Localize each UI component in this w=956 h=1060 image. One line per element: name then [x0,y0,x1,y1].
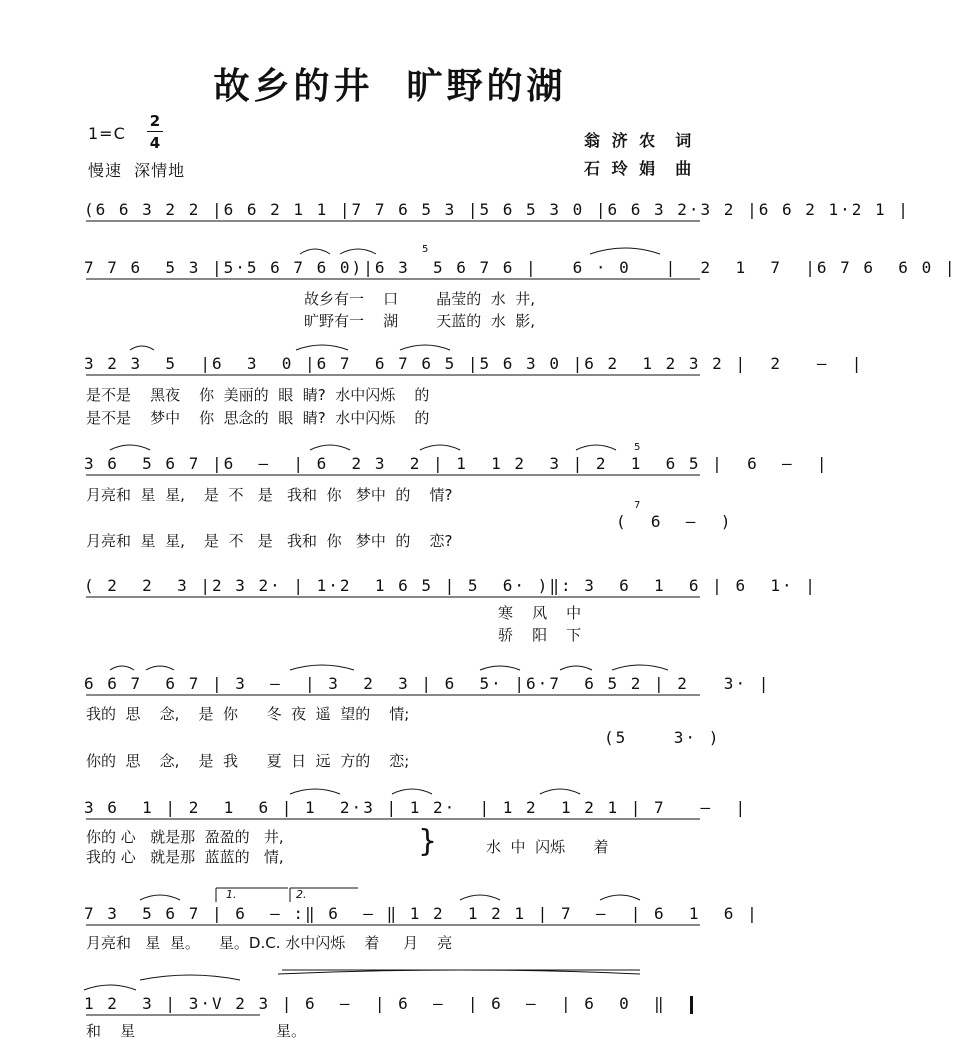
score-line-5: ( 2 2 3 |2 3 2· | 1·2 1 6 5 | 5 6· )‖: 3 6 1 6 | 6 1· | [84,576,817,595]
alt-ending-mark-2: (5 3· ) [604,728,721,747]
lyric-line-5a: 我的 思 念, 是 你 冬 夜 遥 望的 情; [86,705,410,723]
slur-5 [296,345,348,350]
lyric-line-5b: 你的 思 念, 是 我 夏 日 远 方的 恋; [86,752,410,770]
score-line-2: 7 7 6 5 3 |5·5 6 7 6 0)|6 3 5 6 7 6 | 6 · 0 | 2 1 7 |6 7 6 6 0 | [84,258,956,277]
lyric-line-2b: 是不是 梦中 你 思念的 眼 睛? 水中闪烁 的 [86,409,430,427]
slur-22 [600,895,640,900]
slur-16 [612,665,668,670]
slur-19 [540,789,580,794]
slur-10 [576,445,616,450]
lyric-line-4a: 寒 风 中 [498,604,582,622]
lyric-line-1a: 故乡有一 口 晶莹的 水 井, [304,290,536,308]
volta-1-label: 1. [226,888,237,901]
tie-long [278,970,640,974]
key-signature: 1=C [88,124,126,143]
final-barline-thick [690,996,693,1014]
slur-17 [290,789,340,794]
lyric-line-4b: 骄 阳 下 [498,626,582,644]
lyric-line-1b: 旷野有一 湖 天蓝的 水 影, [304,312,536,330]
grace-note-2: 5 [634,442,641,453]
tempo-marking: 慢速 深情地 [88,161,186,180]
score-line-9: 1 2 3 | 3·V 2 3 | 6 – | 6 – | 6 – | 6 0 ‖ [84,994,666,1013]
slur-13 [290,665,354,670]
slur-7 [110,445,150,450]
grace-note-1: 5 [422,244,429,255]
slur-1 [300,249,330,254]
lyric-line-6b: 我的 心 就是那 蓝蓝的 情, [86,848,284,866]
volta-2-label: 2. [296,888,307,901]
score-line-6: 6 6 7 6 7 | 3 – | 3 2 3 | 6 5· |6·7 6 5 2 | 2 3· | [84,674,771,693]
slur-8 [310,445,350,450]
lyricist-credit: 翁 济 农 词 [584,131,695,150]
slur-9 [420,445,460,450]
slur-12 [146,666,174,670]
slur-15 [560,666,592,670]
slur-18 [392,789,432,794]
score-line-7: 3 6 1 | 2 1 6 | 1 2·3 | 1 2· | 1 2 1 2 1 | 7 – | [84,798,748,817]
alt-ending-mark-1: ( 6 – ) [616,512,733,531]
composer-credit: 石 玲 娟 曲 [584,159,695,178]
slur-23 [84,985,136,990]
slur-20 [140,895,180,900]
score-line-8: 7 3 5 6 7 | 6 – :‖ 6 – ‖ 1 2 1 2 1 | 7 – | 6 1 6 | [84,904,759,923]
slur-6 [400,345,450,350]
slur-14 [480,666,520,670]
time-signature-top: 2 [149,112,161,130]
score-line-1: (6 6 3 2 2 |6 6 2 1 1 |7 7 6 5 3 |5 6 5 3 0 |6 6 3 2·3 2 |6 6 2 1·2 1 | [84,200,910,219]
song-title: 故乡的井 旷野的湖 [213,65,567,107]
lyric-line-8a: 和 星 [86,1022,136,1040]
slur-4 [130,346,154,350]
lyric-line-8b: 星。 [276,1022,307,1040]
slur-11 [110,666,134,670]
lyric-line-3a: 月亮和 星 星, 是 不 是 我和 你 梦中 的 情? [86,486,453,504]
slur-21 [460,895,500,900]
lyric-line-2a: 是不是 黑夜 你 美丽的 眼 睛? 水中闪烁 的 [86,386,430,404]
slur-24 [140,975,240,980]
lyric-line-6a: 你的 心 就是那 盈盈的 井, [86,828,284,846]
grace-note-3: 7 [634,500,641,511]
score-line-3: 3 2 3 5 |6 3 0 |6 7 6 7 6 5 |5 6 3 0 |6 2 1 2 3 2 | 2 – | [84,354,864,373]
lyric-line-6c: 水 中 闪烁 着 [486,838,609,856]
time-signature-bottom: 4 [149,134,161,152]
slur-2 [340,249,376,254]
slur-3 [590,248,660,254]
lyric-line-7: 月亮和 星 星。 星。D.C. 水中闪烁 着 月 亮 [86,934,453,952]
time-signature-line [147,131,163,132]
lyric-brace: } [418,824,438,859]
lyric-line-3b: 月亮和 星 星, 是 不 是 我和 你 梦中 的 恋? [86,532,453,550]
score-line-4: 3 6 5 6 7 |6 – | 6 2 3 2 | 1 1 2 3 | 2 1 6 5 | 6 – | [84,454,829,473]
